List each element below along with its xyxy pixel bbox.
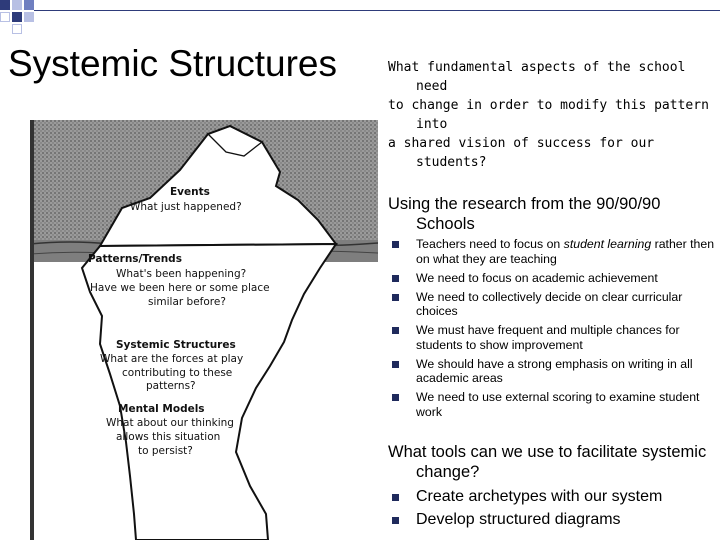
patterns-line: similar before? [148, 296, 226, 308]
tools-list [388, 486, 720, 531]
square-bullet-icon [392, 494, 399, 501]
question-line: a shared vision of success for our students? [388, 136, 655, 170]
square-bullet-icon [392, 517, 399, 524]
list-item: We should have a strong emphasis on writing in all academic areas [388, 357, 720, 386]
patterns-line: Have we been here or some place [90, 282, 270, 294]
corner-square-6 [24, 12, 34, 22]
structures-line: patterns? [146, 380, 196, 392]
iceberg-diagram [30, 116, 378, 540]
tools-heading: What tools can we use to facilitate systemic change? [388, 443, 707, 481]
corner-square-5 [12, 12, 22, 22]
square-bullet-icon [392, 361, 399, 368]
list-item: Develop structured diagrams [388, 509, 720, 532]
research-list [388, 237, 720, 424]
corner-square-1 [0, 0, 10, 10]
square-bullet-icon [392, 241, 399, 248]
patterns-line: What's been happening? [116, 268, 247, 280]
list-item: We need to use external scoring to examine student work [388, 390, 720, 419]
question-line: What fundamental aspects of the school need [388, 60, 686, 94]
list-item: We need to focus on academic achievement [388, 271, 720, 286]
structures-line: contributing to these [122, 367, 233, 379]
square-bullet-icon [392, 275, 399, 282]
patterns-title: Patterns/Trends [88, 253, 182, 265]
models-title: Mental Models [118, 403, 205, 415]
corner-square-4 [0, 12, 10, 22]
square-bullet-icon [392, 294, 399, 301]
list-item: We need to collectively decide on clear curricular choices [388, 290, 720, 319]
square-bullet-icon [392, 394, 399, 401]
events-title: Events [170, 186, 210, 198]
square-bullet-icon [392, 327, 399, 334]
list-item: We must have frequent and multiple chances for students to show improvement [388, 323, 720, 352]
title-rule [34, 10, 720, 11]
corner-square-7 [12, 24, 22, 34]
structures-line: What are the forces at play [100, 353, 244, 365]
events-question: What just happened? [130, 201, 242, 213]
page-title: Systemic Structures [8, 43, 337, 84]
corner-square-3 [24, 0, 34, 10]
corner-square-2 [12, 0, 22, 10]
list-item: Create archetypes with our system [388, 486, 720, 509]
structures-title: Systemic Structures [116, 339, 236, 351]
question-line: to change in order to modify this pattern into [388, 98, 709, 132]
list-item: Teachers need to focus on student learning rather then on what they are teaching [388, 237, 720, 266]
models-line: What about our thinking [106, 417, 234, 429]
research-heading: Using the research from the 90/90/90 Schools [388, 195, 661, 233]
guiding-question [388, 58, 710, 172]
models-line: to persist? [138, 445, 193, 457]
models-line: allows this situation [116, 431, 221, 443]
frame-edge [30, 120, 34, 540]
